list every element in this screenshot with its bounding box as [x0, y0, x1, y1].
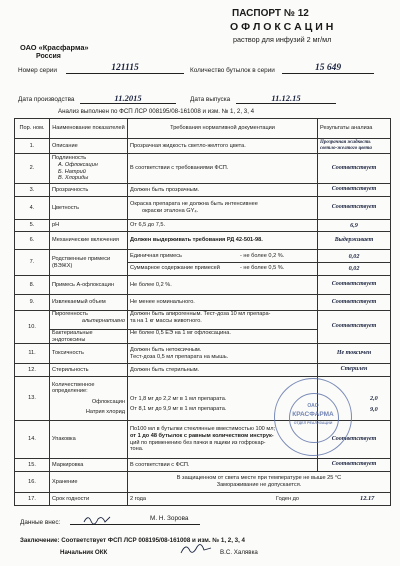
- endotoxin-requirement: Не более 0,5 ЕЭ на 1 мг офлоксацина.: [128, 329, 317, 343]
- shelf-life: 2 года: [130, 495, 146, 502]
- row-requirement: Должен быть прозрачным.: [128, 184, 318, 197]
- table-row: [15, 459, 391, 472]
- dosage-form: раствор для инфузий 2 мг/мл: [233, 35, 332, 44]
- row-number: 16.: [15, 472, 50, 493]
- product-name: О Ф Л О К С А Ц И Н: [230, 21, 334, 33]
- company-name: ОАО «Красфарма»: [20, 43, 89, 52]
- row-result: Соответствует: [318, 459, 391, 472]
- impurity-total-limit: - не более 0,5 %.: [240, 265, 285, 271]
- row-name-sub: В. Хлориды: [58, 175, 89, 182]
- row-requirement-line: от 1 до 48 бутылок с равным количеством инструк-: [130, 432, 274, 439]
- row-name-main: Подлинность: [52, 155, 87, 162]
- impurity-total-result: 0,02: [318, 262, 390, 274]
- row-requirement: Должен выдерживать требования РД 42-501-98.: [128, 232, 318, 250]
- storage-line: В защищенном от света месте при температуре не выше 25 °С: [176, 475, 342, 482]
- table-header-row: [15, 119, 391, 139]
- row-requirement: [128, 197, 318, 220]
- head-signature-icon: [178, 541, 214, 557]
- row-number: 7.: [15, 250, 50, 276]
- stamp-inner-ring: [289, 393, 339, 443]
- row-number: 3.: [15, 184, 50, 197]
- row-number: 15.: [15, 459, 50, 472]
- row-requirement: [128, 344, 318, 364]
- assay-ofloxacin-result: 2,0: [370, 395, 378, 403]
- alternative-label: альтернативно: [81, 317, 125, 324]
- row-result: Прозрачная жидкость светло-желтого цвета: [318, 139, 391, 154]
- pyrogen-label: Пирогенность: [52, 311, 88, 317]
- country: Россия: [36, 53, 61, 60]
- table-row: [15, 220, 391, 232]
- assay-ofloxacin-label: Офлоксацин: [91, 399, 125, 405]
- row-name: Механические включения: [50, 232, 128, 250]
- row-requirement: [128, 311, 318, 344]
- table-row: [15, 184, 391, 197]
- row-requirement: Должен быть стерильным.: [128, 364, 318, 377]
- row-name: Стерильность: [50, 364, 128, 377]
- col-header-name: Наименование показателей: [50, 119, 128, 139]
- row-name: [50, 377, 128, 421]
- expiry-label: Годен до: [276, 496, 300, 502]
- prod-date-value: 11.2015: [80, 93, 176, 104]
- table-row: [15, 295, 391, 311]
- row-name: [50, 311, 128, 344]
- row-requirement: В соответствии с ФСП.: [128, 459, 318, 472]
- row-result: Соответствует: [318, 421, 391, 459]
- row-result: Соответствует: [318, 184, 391, 197]
- col-header-num: Пор. ном.: [15, 119, 50, 139]
- row-result: Выдерживает: [318, 232, 391, 250]
- assay-nacl-label: Натрия хлорид: [85, 408, 125, 415]
- company-stamp: [274, 378, 352, 456]
- row-name: Извлекаемый объем: [50, 295, 128, 311]
- row-number: 12.: [15, 364, 50, 377]
- table-row: [15, 232, 391, 250]
- bottles-value: 15 649: [282, 63, 374, 74]
- stamp-dept: ОТДЕЛ РЕАЛИЗАЦИИ: [293, 421, 333, 425]
- storage-line: Замораживание не допускается.: [216, 482, 302, 488]
- row-requirement: [128, 472, 391, 493]
- row-result: [318, 250, 391, 276]
- assay-nacl-requirement: От 8,1 мг до 9,9 мг в 1 мл препарата.: [130, 405, 227, 412]
- head-name: В.С. Халявка: [220, 549, 258, 556]
- row-number: 8.: [15, 276, 50, 295]
- table-row: [15, 472, 391, 493]
- row-name: [50, 154, 128, 184]
- row-requirement-line: окраски эталона GY₄.: [142, 208, 199, 214]
- row-name: Токсичность: [50, 344, 128, 364]
- data-entered-label: Данные внес:: [20, 519, 61, 526]
- impurity-total-label: Суммарное содержание примесей: [130, 265, 220, 271]
- table-row: [15, 139, 391, 154]
- row-name-sub: Б. Натрий: [58, 168, 86, 175]
- row-requirement-line: По100 мл в бутылки стеклянные вместимостью 100 мл;: [130, 426, 276, 433]
- row-result: Соответствует: [318, 295, 391, 311]
- row-result: Соответствует: [318, 197, 391, 220]
- row-result: Соответствует: [318, 154, 391, 184]
- row-name: Хранение: [50, 472, 128, 493]
- row-number: 1.: [15, 139, 50, 154]
- pyrogen-requirement-2: та на 1 кг массы животного.: [130, 317, 202, 324]
- signature-scribble-icon: [82, 512, 112, 526]
- assay-nacl-result: 9,0: [370, 405, 378, 413]
- row-name: Цветность: [50, 197, 128, 220]
- row-name: Описание: [50, 139, 128, 154]
- row-requirement: [128, 493, 391, 506]
- row-number: 2.: [15, 154, 50, 184]
- row-number: 10.: [15, 311, 50, 344]
- passport-title: ПАСПОРТ № 12: [232, 8, 309, 19]
- row-requirement-line: тона.: [130, 446, 144, 453]
- row-requirement-line: Окраска препарата не должна быть интенсивнее: [130, 201, 258, 208]
- impurity-single-limit: - не более 0,2 %.: [240, 253, 285, 259]
- row-number: 11.: [15, 344, 50, 364]
- row-name: Срок годности: [50, 493, 128, 506]
- pyrogen-requirement: Должен быть апирогенным. Тест-доза 10 мл препара-: [130, 311, 271, 317]
- expiry-value: 12.17: [360, 495, 375, 502]
- row-number: 14.: [15, 421, 50, 459]
- row-name: Прозрачность: [50, 184, 128, 197]
- table-row: [15, 276, 391, 295]
- row-number: 5.: [15, 220, 50, 232]
- row-name: Примесь А-офлоксацин: [50, 276, 128, 295]
- row-requirement: От 6,5 до 7,5.: [128, 220, 318, 232]
- table-row: [15, 311, 391, 344]
- impurity-single-result: 0,02: [348, 253, 360, 260]
- row-result: Стерилен: [318, 364, 391, 377]
- row-result: Соответствует: [318, 311, 391, 344]
- table-row: [15, 344, 391, 364]
- series-value: 121115: [66, 63, 184, 74]
- row-number: 4.: [15, 197, 50, 220]
- head-label: Начальник ОКК: [60, 549, 108, 556]
- assay-label: Количественное определение:: [52, 381, 95, 395]
- row-number: 9.: [15, 295, 50, 311]
- stamp-type: ОАО: [307, 403, 319, 409]
- row-requirement: В соответствии с требованиями ФСП.: [128, 154, 318, 184]
- col-header-result: Результаты анализа: [318, 119, 391, 139]
- row-result: Не токсичен: [318, 344, 391, 364]
- prod-date-label: Дата производства: [18, 96, 75, 103]
- series-label: Номер серии: [18, 67, 57, 74]
- row-requirement: Не менее номинального.: [128, 295, 318, 311]
- table-row: [15, 197, 391, 220]
- row-name: Маркировка: [50, 459, 128, 472]
- row-requirement-line: ций по применению без пачки в ящики из гофрокар-: [130, 439, 266, 446]
- release-date-value: 11.12.15: [236, 93, 336, 104]
- row-requirement-line: Должен быть нетоксичным.: [130, 346, 202, 353]
- row-number: 13.: [15, 377, 50, 421]
- stamp-company: КРАСФАРМА: [292, 411, 334, 418]
- table-row: [15, 250, 391, 276]
- table-row: [15, 364, 391, 377]
- table-row: [15, 493, 391, 506]
- assay-ofloxacin-requirement: От 1,8 мг до 2,2 мг в 1 мл препарата.: [130, 395, 227, 402]
- row-name: Упаковка: [50, 421, 128, 459]
- col-header-req: Требования нормативной документации: [128, 119, 318, 139]
- release-date-label: Дата выпуска: [190, 96, 231, 103]
- row-number: 6.: [15, 232, 50, 250]
- bottles-label: Количество бутылок в серии: [190, 67, 275, 74]
- row-number: 17.: [15, 493, 50, 506]
- conclusion: Заключение: Соответствует ФСП ЛСР 008195/08-161008 и изм. № 1, 2, 3, 4: [20, 537, 245, 544]
- analysis-line: Анализ выполнен по ФСП ЛСР 008195/08-161008 и изм. № 1, 2, 3, 4: [58, 108, 255, 115]
- row-name: Родственные примеси (ВЭЖХ): [50, 250, 128, 276]
- signer-name: М. Н. Зорова: [150, 515, 189, 522]
- row-requirement: Прозрачная жидкость светло-желтого цвета.: [128, 139, 318, 154]
- row-name: pH: [50, 220, 128, 232]
- row-requirement: Не более 0,2 %.: [128, 276, 318, 295]
- table-row: [15, 154, 391, 184]
- row-requirement-line: Тест-доза 0,5 мл препарата на мышь.: [130, 353, 229, 360]
- endotoxin-label: Бактериальные эндотоксины: [50, 329, 127, 343]
- row-result: Соответствует: [318, 276, 391, 295]
- row-requirement: [128, 250, 318, 276]
- row-result: 6,9: [318, 220, 391, 232]
- row-name-sub: А. Офлоксацин: [58, 161, 98, 168]
- impurity-single-label: Единичная примесь: [130, 253, 182, 259]
